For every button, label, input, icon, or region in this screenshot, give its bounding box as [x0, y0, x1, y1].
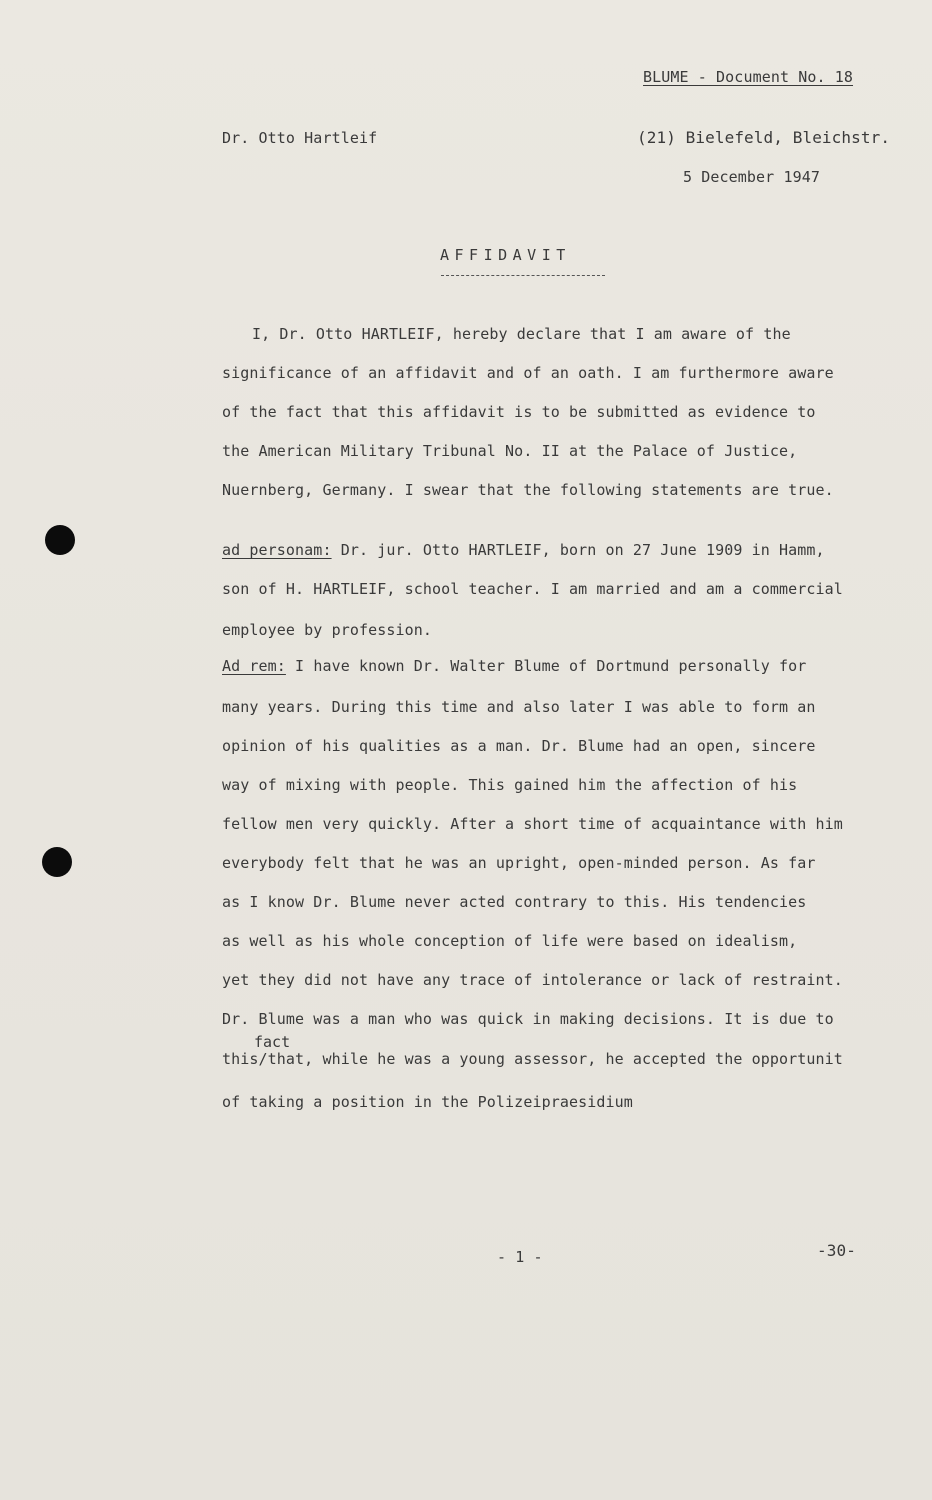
ad-personam-line-1 [222, 541, 825, 559]
stamp-number: -30- [817, 1241, 856, 1260]
ad-rem-line-6: everybody felt that he was an upright, open-minded person. As far [222, 854, 816, 872]
author-address: (21) Bielefeld, Bleichstr. [637, 128, 891, 147]
intro-line-1: I, Dr. Otto HARTLEIF, hereby declare that I am aware of the [252, 325, 791, 343]
document-reference: BLUME - Document No. 18 [643, 68, 854, 86]
ad-personam-text: Dr. jur. Otto HARTLEIF, born on 27 June 1909 in Hamm, [331, 541, 825, 559]
punch-hole-bottom [42, 847, 72, 877]
title-underline [441, 275, 605, 276]
ad-rem-line-5: fellow men very quickly. After a short time of acquaintance with him [222, 815, 843, 833]
ad-personam-label: ad personam: [222, 541, 332, 559]
ad-rem-line-4: way of mixing with people. This gained him the affection of his [222, 776, 798, 794]
handwritten-insert: fact [254, 1033, 291, 1051]
intro-line-5: Nuernberg, Germany. I swear that the following statements are true. [222, 481, 834, 499]
ad-rem-label: Ad rem: [222, 657, 286, 675]
intro-line-3: of the fact that this affidavit is to be submitted as evidence to [222, 403, 816, 421]
ad-rem-line-2: many years. During this time and also later I was able to form an [222, 698, 816, 716]
ad-rem-line-8: as well as his whole conception of life were based on idealism, [222, 932, 798, 950]
page-number: - 1 - [497, 1248, 543, 1266]
document-date: 5 December 1947 [683, 168, 820, 186]
ad-rem-line-7: as I know Dr. Blume never acted contrary to this. His tendencies [222, 893, 807, 911]
ad-rem-text: I have known Dr. Walter Blume of Dortmund personally for [285, 657, 807, 675]
ad-rem-line-1 [222, 657, 806, 675]
ad-personam-line-3: employee by profession. [222, 621, 433, 639]
document-title: AFFIDAVIT [440, 246, 571, 264]
ad-rem-line-9: yet they did not have any trace of intolerance or lack of restraint. [222, 971, 843, 989]
author-name: Dr. Otto Hartleif [222, 129, 378, 147]
intro-line-2: significance of an affidavit and of an oath. I am furthermore aware [222, 364, 834, 382]
ad-rem-line-12: of taking a position in the Polizeipraesidium [222, 1093, 633, 1111]
intro-line-4: the American Military Tribunal No. II at the Palace of Justice, [222, 442, 798, 460]
ad-rem-line-10: Dr. Blume was a man who was quick in making decisions. It is due to [222, 1010, 834, 1028]
ad-rem-line-11: this/that, while he was a young assessor, he accepted the opportunit [222, 1050, 843, 1068]
punch-hole-top [45, 525, 75, 555]
ad-personam-line-2: son of H. HARTLEIF, school teacher. I am married and am a commercial [222, 580, 843, 598]
ad-rem-line-3: opinion of his qualities as a man. Dr. Blume had an open, sincere [222, 737, 816, 755]
